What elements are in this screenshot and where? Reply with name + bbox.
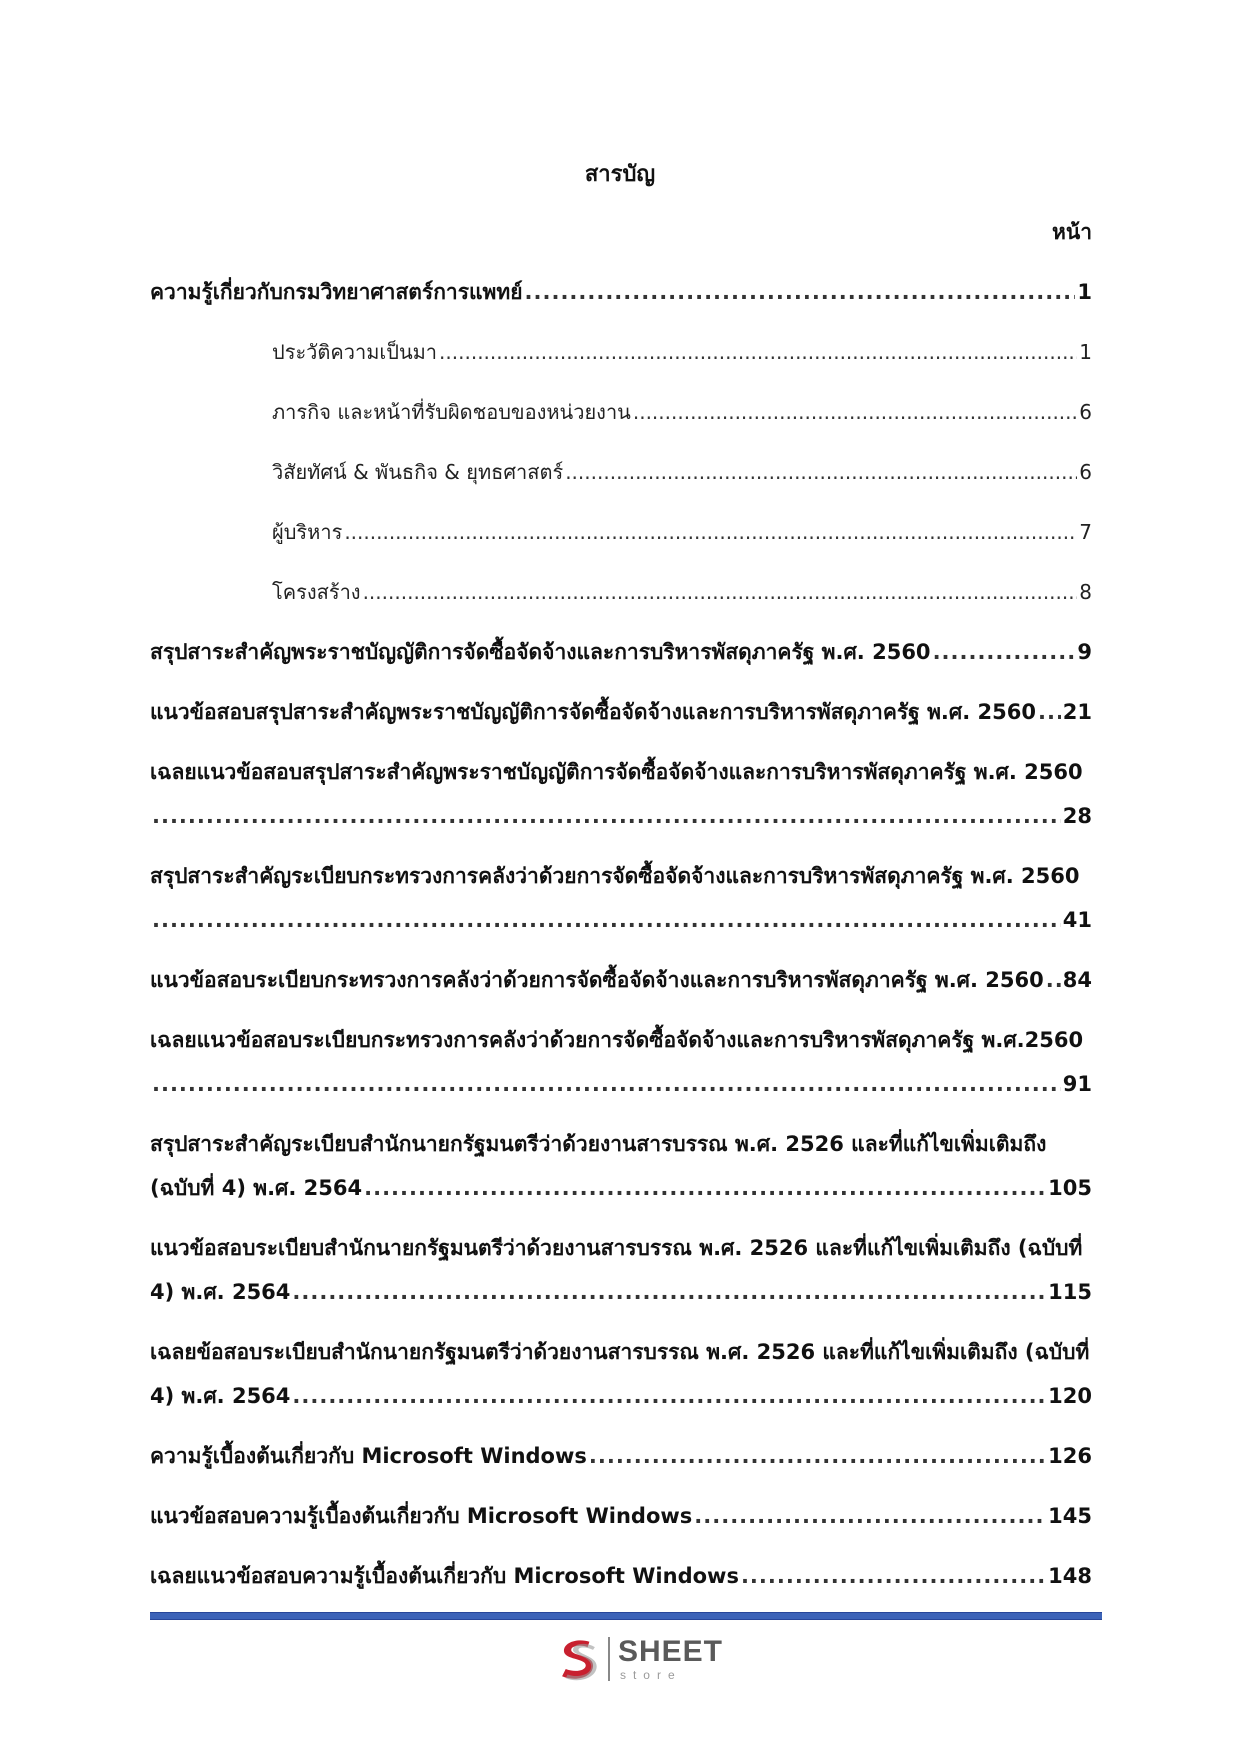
toc-entry-page: 120 <box>1048 1384 1092 1408</box>
dot-leader <box>152 905 1061 935</box>
toc-entry-page: 7 <box>1079 520 1092 544</box>
toc-entry-page: 6 <box>1079 400 1092 424</box>
toc-entry-title: แนวข้อสอบระเบียบสำนักนายกรัฐมนตรีว่าด้วยงานสารบรรณ พ.ศ. 2526 และที่แก้ไขเพิ่มเติมถึง (ฉบับที่ <box>150 1236 1083 1260</box>
toc-subentry[interactable] <box>272 517 1092 547</box>
logo-subtext: store <box>619 1668 682 1682</box>
dot-leader <box>292 1381 1046 1411</box>
page-column-header: หน้า <box>1052 220 1092 244</box>
toc-entry-title: แนวข้อสอบสรุปสาระสำคัญพระราชบัญญัติการจัดซื้อจัดจ้างและการบริหารพัสดุภาครัฐ พ.ศ. 2560 <box>150 700 1036 724</box>
sheet-store-logo-icon <box>553 1632 602 1686</box>
toc-entry[interactable] <box>150 1501 1092 1531</box>
sheet-store-logo <box>553 1630 723 1688</box>
toc-entry-page: 105 <box>1048 1176 1092 1200</box>
toc-entry-page: 1 <box>1077 280 1092 304</box>
dot-leader <box>439 337 1077 367</box>
toc-entry[interactable] <box>150 1561 1092 1591</box>
footer-rule <box>150 1612 1102 1620</box>
toc-entry-title: แนวข้อสอบความรู้เบื้องต้นเกี่ยวกับ Microsoft Windows <box>150 1504 693 1528</box>
toc-entry-title: ความรู้เบื้องต้นเกี่ยวกับ Microsoft Windows <box>150 1444 587 1468</box>
toc-entry-page: 28 <box>1062 804 1092 828</box>
toc-entry-line1[interactable] <box>150 1233 1092 1263</box>
toc-entry-page: 84 <box>1062 968 1092 992</box>
toc-subentry[interactable] <box>272 457 1092 487</box>
dot-leader <box>933 637 1076 667</box>
toc-entry-page: 8 <box>1079 580 1092 604</box>
dot-leader <box>363 577 1078 607</box>
toc-subentry[interactable] <box>272 397 1092 427</box>
toc-entry-title-cont: 4) พ.ศ. 2564 <box>150 1280 291 1304</box>
dot-leader <box>565 457 1077 487</box>
logo-separator <box>608 1637 610 1681</box>
toc-entry-title: สรุปสาระสำคัญระเบียบสำนักนายกรัฐมนตรีว่าด้วยงานสารบรรณ พ.ศ. 2526 และที่แก้ไขเพิ่มเติมถึง <box>150 1132 1047 1156</box>
dot-leader <box>152 801 1061 831</box>
toc-entry-line2[interactable] <box>150 1381 1092 1411</box>
toc-entry-title: เฉลยแนวข้อสอบระเบียบกระทรวงการคลังว่าด้วยการจัดซื้อจัดจ้างและการบริหารพัสดุภาครัฐ พ.ศ.2560 <box>150 1028 1084 1052</box>
toc-entry-line2[interactable] <box>150 801 1092 831</box>
toc-entry-title: ภารกิจ และหน้าที่รับผิดชอบของหน่วยงาน <box>272 400 631 424</box>
toc-entry-page: 41 <box>1062 908 1092 932</box>
dot-leader <box>741 1561 1046 1591</box>
dot-leader <box>1038 697 1061 727</box>
toc-entry-page: 126 <box>1048 1444 1092 1468</box>
dot-leader <box>589 1441 1046 1471</box>
toc-entry-page: 115 <box>1048 1280 1092 1304</box>
toc-entry-line1[interactable] <box>150 757 1092 787</box>
toc-entry-title: เฉลยแนวข้อสอบความรู้เบื้องต้นเกี่ยวกับ Microsoft Windows <box>150 1564 739 1588</box>
toc-entry-title: สรุปสาระสำคัญพระราชบัญญัติการจัดซื้อจัดจ้างและการบริหารพัสดุภาครัฐ พ.ศ. 2560 <box>150 640 931 664</box>
toc-entry-page: 9 <box>1077 640 1092 664</box>
dot-leader <box>344 517 1077 547</box>
dot-leader <box>152 1069 1061 1099</box>
toc-entry-page: 145 <box>1048 1504 1092 1528</box>
toc-entry-page: 148 <box>1048 1564 1092 1588</box>
toc-entry[interactable] <box>150 1441 1092 1471</box>
logo-text: SHEET <box>617 1635 723 1668</box>
toc-entry-page: 1 <box>1079 340 1092 364</box>
toc-entry-page: 6 <box>1079 460 1092 484</box>
toc-entry-title-cont: (ฉบับที่ 4) พ.ศ. 2564 <box>150 1176 363 1200</box>
dot-leader <box>525 277 1076 307</box>
toc-entry[interactable] <box>150 637 1092 667</box>
toc-entry-page: 21 <box>1062 700 1092 724</box>
toc-entry-title: สรุปสาระสำคัญระเบียบกระทรวงการคลังว่าด้วยการจัดซื้อจัดจ้างและการบริหารพัสดุภาครัฐ พ.ศ. 2560 <box>150 864 1080 888</box>
toc-entry-title: โครงสร้าง <box>272 580 361 604</box>
page-title: สารบัญ <box>584 162 656 187</box>
toc-entry-title-cont: 4) พ.ศ. 2564 <box>150 1384 291 1408</box>
dot-leader <box>364 1173 1046 1203</box>
toc-entry[interactable] <box>150 277 1092 307</box>
toc-entry-line2[interactable] <box>150 1173 1092 1203</box>
dot-leader <box>1046 965 1061 995</box>
toc-subentry[interactable] <box>272 577 1092 607</box>
toc-entry-title: วิสัยทัศน์ & พันธกิจ & ยุทธศาสตร์ <box>272 460 564 484</box>
toc-entry-line1[interactable] <box>150 1337 1092 1367</box>
toc-subentry[interactable] <box>272 337 1092 367</box>
toc-entry-line1[interactable] <box>150 861 1092 891</box>
toc-entry-title: ประวัติความเป็นมา <box>272 340 438 364</box>
toc-entry[interactable] <box>150 697 1092 727</box>
toc-entry-page: 91 <box>1062 1072 1092 1096</box>
toc-entry-line2[interactable] <box>150 1069 1092 1099</box>
dot-leader <box>633 397 1077 427</box>
toc-entry-title: แนวข้อสอบระเบียบกระทรวงการคลังว่าด้วยการจัดซื้อจัดจ้างและการบริหารพัสดุภาครัฐ พ.ศ. 2560 <box>150 968 1044 992</box>
toc-entry-title: เฉลยแนวข้อสอบสรุปสาระสำคัญพระราชบัญญัติการจัดซื้อจัดจ้างและการบริหารพัสดุภาครัฐ พ.ศ. 2560 <box>150 760 1083 784</box>
toc-entry[interactable] <box>150 965 1092 995</box>
toc-entry-line1[interactable] <box>150 1025 1092 1055</box>
toc-entry-line2[interactable] <box>150 905 1092 935</box>
toc-entry-line1[interactable] <box>150 1129 1092 1159</box>
toc-entry-title: เฉลยข้อสอบระเบียบสำนักนายกรัฐมนตรีว่าด้วยงานสารบรรณ พ.ศ. 2526 และที่แก้ไขเพิ่มเติมถึง (ฉบับที่ <box>150 1340 1090 1364</box>
toc-entry-title: ความรู้เกี่ยวกับกรมวิทยาศาสตร์การแพทย์ <box>150 280 523 304</box>
toc-entry-line2[interactable] <box>150 1277 1092 1307</box>
dot-leader <box>694 1501 1046 1531</box>
dot-leader <box>292 1277 1046 1307</box>
toc-entry-title: ผู้บริหาร <box>272 520 343 544</box>
